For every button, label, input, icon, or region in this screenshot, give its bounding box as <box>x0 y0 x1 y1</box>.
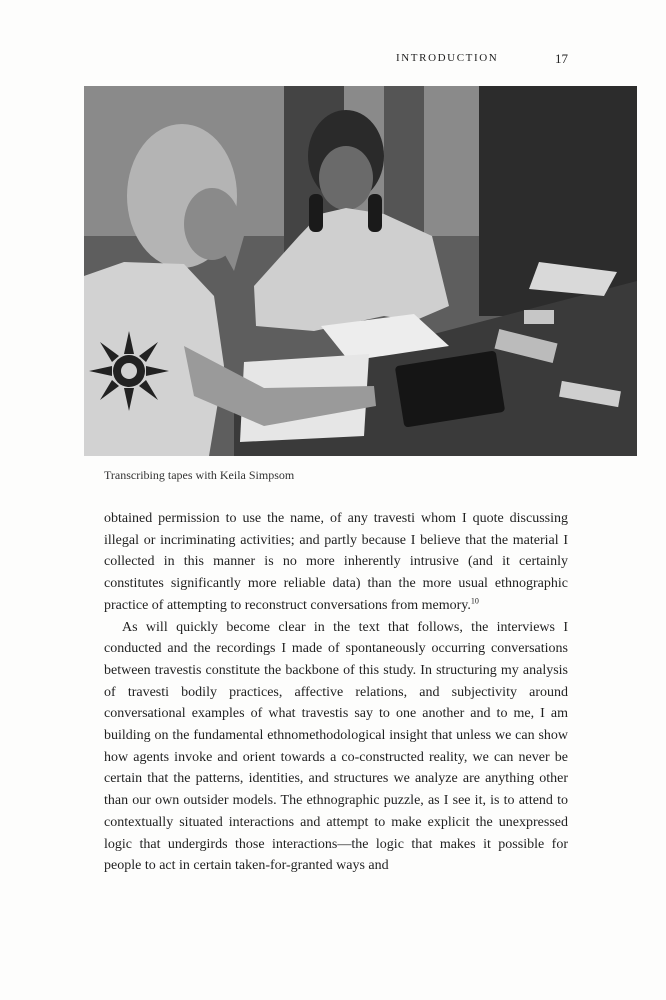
footnote-reference: 10 <box>470 596 479 606</box>
paragraph <box>104 508 568 617</box>
photograph <box>84 86 637 456</box>
paragraph-text: obtained permission to use the name, of any travesti whom I quote discussing illegal or incriminating activities; and partly because I believe that the material I collected in this manner is no more inherently intrusive (and it certainly constitutes significantly more reliable data) than the more usual ethnographic practice of attempting to reconstruct conversations from memory. <box>104 511 568 613</box>
figure-caption: Transcribing tapes with Keila Simpsom <box>104 468 295 482</box>
running-head-section: INTRODUCTION <box>396 52 499 64</box>
running-head <box>396 52 568 68</box>
paragraph: As will quickly become clear in the text that follows, the interviews I conducted and the recordings I made of spontaneously occurring conversations between travestis constitute the backbone of this study. In structuring my analysis of travesti bodily practices, affective relations, and subjectivity around conversational examples of what travestis say to one another and to me, I am building on the fundamental ethnomethodological insight that unless we can show how agents invoke and orient towards a co-constructed reality, we can never be certain that the patterns, identities, and structures we analyze are anything other than our own outsider models. The ethnographic puzzle, as I see it, is to attend to contextually situated interactions and attempt to make explicit the unexpressed logic that undergirds those interactions—the logic that makes it possible for people to act in certain taken-for-granted ways and <box>104 619 568 874</box>
body-text <box>104 508 568 877</box>
page-number: 17 <box>555 51 568 66</box>
